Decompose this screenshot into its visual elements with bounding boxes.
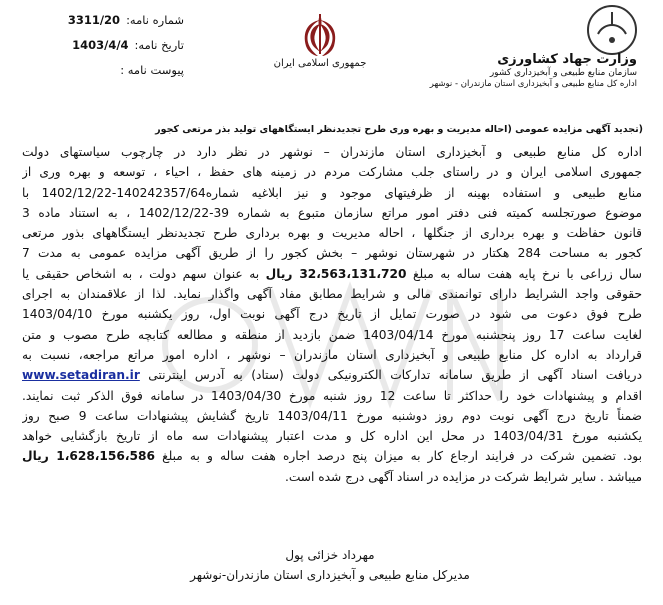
letter-number: 3311/20 [67,13,121,27]
body-line [22,446,642,466]
notice-body [22,142,642,487]
body-text: قانون حفاظت و بهره برداری از جنگلها ، احاله مدیریت و بهره برداری طرح تجدیدنظر ایستگاههای بذور مرتعی [22,226,642,241]
body-line [22,426,642,446]
body-line [22,304,642,324]
setad-website-link[interactable]: www.setadiran.ir [22,368,140,383]
body-line [22,325,642,345]
iran-emblem-icon [298,10,342,60]
body-text: ضمناً تاریخ درج آگهی نوبت دوم روز دوشنبه مورخ 1403/04/11 تاریخ گشایش پیشنهادات ساعت 9 صبح روز [22,408,642,423]
body-text: اقدام و پیشنهادات خود را حداکثر تا ساعت 12 روز شنبه مورخ 1403/04/30 در سامانه فوق الذکر ثبت نمایند. [22,388,642,403]
organization-name: سازمان منابع طبیعی و آبخیزداری کشور [489,68,637,78]
ministry-name: وزارت جهاد کشاورزی [497,52,637,67]
body-text: بود. تضمین شرکت در فرایند ارجاع کار به میزان پنج درصد اجاره هفت ساله و به مبلغ [154,449,642,464]
attachment-label: پیوست نامه : [120,63,184,77]
letter-number-row [24,8,184,33]
jahad-logo-icon [584,4,640,58]
body-line [22,345,642,365]
body-line [22,162,642,182]
body-line [22,203,642,223]
letter-number-label: شماره نامه: [126,13,184,27]
amount-text: 32،563،131،720 ریال [265,266,407,281]
attachment-row [24,58,184,83]
letter-date-row [24,33,184,58]
body-text: منابع طبیعی و استفاده بهینه از ظرفیتهای موجود و نیز ابلاغیه شماره140242357/64-1402/12/22 با [22,185,642,200]
letter-meta [24,8,184,83]
body-text: لغایت ساعت 17 روز پنجشنبه مورخ 1403/04/14 ضمن بازدید از منطقه و مطالعه کتابچه طرح مصوب و متن [22,327,642,342]
body-line [22,243,642,263]
body-text: موضوع صورتجلسه کمیته فنی دفتر امور مراتع سازمان متبوع به شماره 39-1402/12/22 ، به استناد ماده 3 [22,205,642,220]
amount-text: 1،628،156،586 ریال [22,449,155,464]
body-text: سال زراعی با نرخ پایه هفت ساله به مبلغ [406,266,642,281]
body-line [22,386,642,406]
body-line [22,284,642,304]
signatory-name: مهرداد خزائی پول [285,548,375,562]
letter-date: 1403/4/4 [72,38,129,52]
body-text: طرح فوق دعوت می شود در صورت تمایل از تاریخ درج آگهی نوبت اول، روز یکشنبه مورخ 1403/04/10 [22,307,642,322]
body-line [22,467,642,487]
body-text: میباشد . سایر شرایط شرکت در مزایده در اسناد آگهی درج شده است. [284,469,642,484]
signatory-position: مدیرکل منابع طبیعی و آبخیزداری استان مازندران-نوشهر [190,568,470,582]
notice-title: (تجدید آگهی مزایده عمومی (احاله مدیریت و بهره وری طرح تجدیدنظر ایستگاههای تولید بذر مرتعی کجور [155,124,643,135]
ministry-logo [584,4,640,58]
body-text: دریافت اسناد آگهی از طریق سامانه تدارکات الکترونیکی دولت (ستاد) به آدرس اینترنتی [139,368,642,383]
body-line [22,406,642,426]
body-text: یکشنبه مورخ 1403/04/31 در محل این اداره کل و مدت اعتبار پیشنهادات سه ماه از تاریخ بازگشایی خواهد [22,429,642,444]
body-text: جمهوری اسلامی ایران و در راستای جلب مشارکت مردم در زمینه های حفظ ، احیاء ، توسعه و بهره وری از [22,165,642,180]
letter-date-label: تاریخ نامه: [134,38,184,52]
body-text: به عنوان سهم دولت ، به اشخاص حقیقی یا [22,266,266,281]
body-line [22,142,642,162]
body-line [22,365,642,385]
body-line [22,223,642,243]
department-name: اداره کل منابع طبیعی و آبخیزداری استان مازندران - نوشهر [429,79,637,89]
body-line [22,264,642,284]
body-text: کجور به مساحت 284 هکتار در شهرستان نوشهر – بخش کجور را از طریق آگهی مزایده عمومی به مدت 7 [22,246,642,261]
republic-label: جمهوری اسلامی ایران [273,58,367,69]
signature-block [130,545,530,585]
body-text: حقوقی واجد الشرایط دارای توانمندی مالی و شرایط مطابق مفاد آگهی واگذار نماید. لذا از علاقمندان به اجرای [22,287,642,302]
body-text: قرارداد به اداره کل منابع طبیعی و آبخیزداری استان مازندران – نوشهر ، اداره امور مراتع مراجعه، نسبت به [22,347,642,362]
body-line [22,183,642,203]
ministry-header [337,52,637,89]
body-text: اداره کل منابع طبیعی و آبخیزداری استان مازندران – نوشهر در نظر دارد در چارچوب سیاستهای دولت [22,145,642,159]
